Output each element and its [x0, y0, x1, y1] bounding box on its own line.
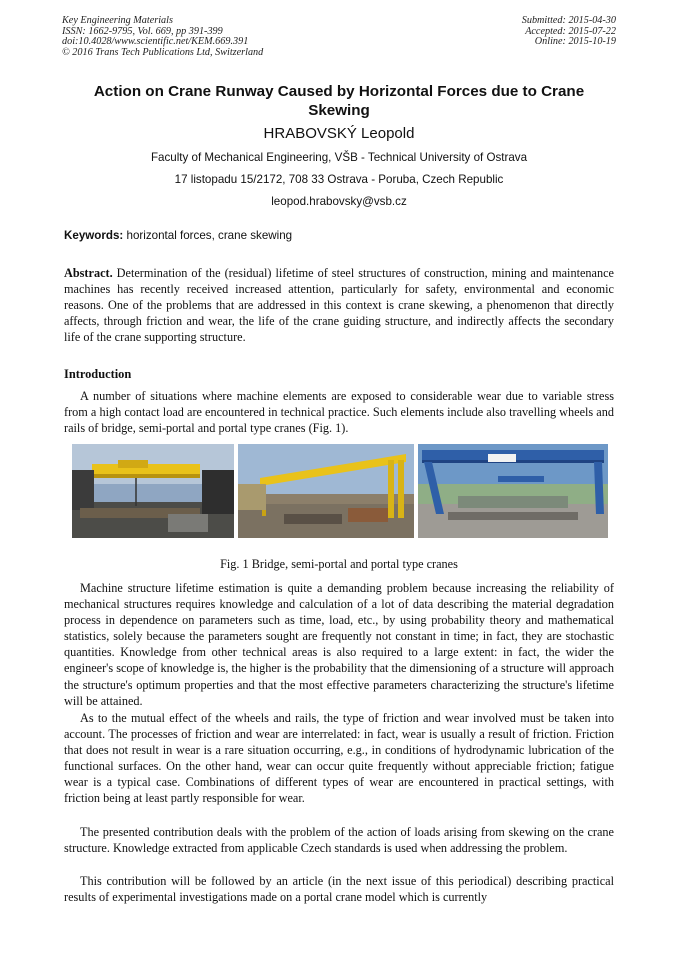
copyright-line: © 2016 Trans Tech Publications Ltd, Switzerland — [62, 46, 264, 58]
submitted-date: Submitted: 2015-04-30 — [521, 15, 616, 26]
figure-1 — [72, 444, 608, 538]
intro-paragraph: A number of situations where machine elements are exposed to considerable wear due to variable stress from a high contact load are encountered in technical practice. Such elements include also travelling wheels and rails of bridge, semi-portal and portal type cranes (Fig. 1). — [64, 389, 614, 436]
keywords-label: Keywords: — [64, 229, 124, 242]
contribution-paragraph: The presented contribution deals with the problem of the action of loads arising from skewing on the crane structure. Knowledge extracted from applicable Czech standards is used when addressing the problem. — [64, 825, 614, 856]
figure-caption: Fig. 1 Bridge, semi-portal and portal type cranes — [220, 557, 458, 571]
keywords-text: horizontal forces, crane skewing — [126, 229, 293, 242]
affiliation-line-1: Faculty of Mechanical Engineering, VŠB - Technical University of Ostrava — [150, 151, 528, 164]
issn-line: ISSN: 1662-9795, Vol. 669, pp 391-399 — [62, 25, 223, 37]
dates-header — [522, 16, 616, 48]
bridge-crane-photo — [72, 444, 234, 538]
introduction-heading: Introduction — [64, 367, 132, 381]
journal-name: Key Engineering Materials — [62, 15, 173, 26]
lifetime-paragraph: Machine structure lifetime estimation is quite a demanding problem because increasing the reliability of mechanical structures requires knowledge and calculation of a lot of data describing the material degradation process in dependence on parameters such as time, load, etc., by using probability theory and mathematical statistics, solely because the parameters sought are frequently not constant in time; in fact, they are stochastic quantities. Knowledge from other technical areas is also required to a large extent: in fact, the wider the engineer's scope of knowledge is, the higher is the probability that the dimensioning of a structure will approach the structure's optimum properties and that the most effective parameters characterizing the structure's lifetime will be attained. — [64, 581, 614, 708]
author-name: HRABOVSKÝ Leopold — [263, 125, 415, 142]
accepted-date: Accepted: 2015-07-22 — [525, 25, 616, 37]
portal-crane-photo — [418, 444, 608, 538]
author-email[interactable]: leopod.hrabovsky@vsb.cz — [271, 195, 407, 208]
affiliation-line-2: 17 listopadu 15/2172, 708 33 Ostrava - Poruba, Czech Republic — [174, 173, 504, 186]
abstract-label: Abstract. — [64, 266, 113, 280]
friction-wear-paragraph: As to the mutual effect of the wheels and rails, the type of friction and wear involved must be taken into account. The processes of friction and wear are interrelated: in fact, wear is usually a result of friction. Friction that does not result in wear is a rare situation occurring, e.g., in conditions of hydrodynamic lubrication of the functional surfaces. On the other hand, wear can occur quite frequently without appreciable friction; fatigue wear is a typical case. Combinations of different types of wear are encountered in practical settings, with friction being at least partly responsible for wear. — [64, 711, 614, 806]
keywords-line — [64, 229, 292, 242]
online-date: Online: 2015-10-19 — [534, 36, 616, 48]
doi-line: doi:10.4028/www.scientific.net/KEM.669.391 — [62, 36, 249, 48]
semi-portal-crane-photo — [238, 444, 414, 538]
journal-header — [62, 16, 263, 58]
abstract — [64, 265, 614, 345]
paper-title: Action on Crane Runway Caused by Horizontal Forces due to Crane Skewing — [93, 83, 585, 119]
abstract-text: Determination of the (residual) lifetime of steel structures of construction, mining and maintenance machines has recently received increased attention, particularly for safety, environmental and economic reasons. One of the problems that are addressed in this context is crane skewing, a phenomenon that directly affects, through friction and wear, the life of the crane guiding structure, and indirectly affects the secondary life of the crane supporting structure. — [64, 266, 614, 345]
followup-paragraph: This contribution will be followed by an article (in the next issue of this periodical) describing practical results of experimental investigations made on a portal crane model which is currently — [64, 874, 614, 905]
